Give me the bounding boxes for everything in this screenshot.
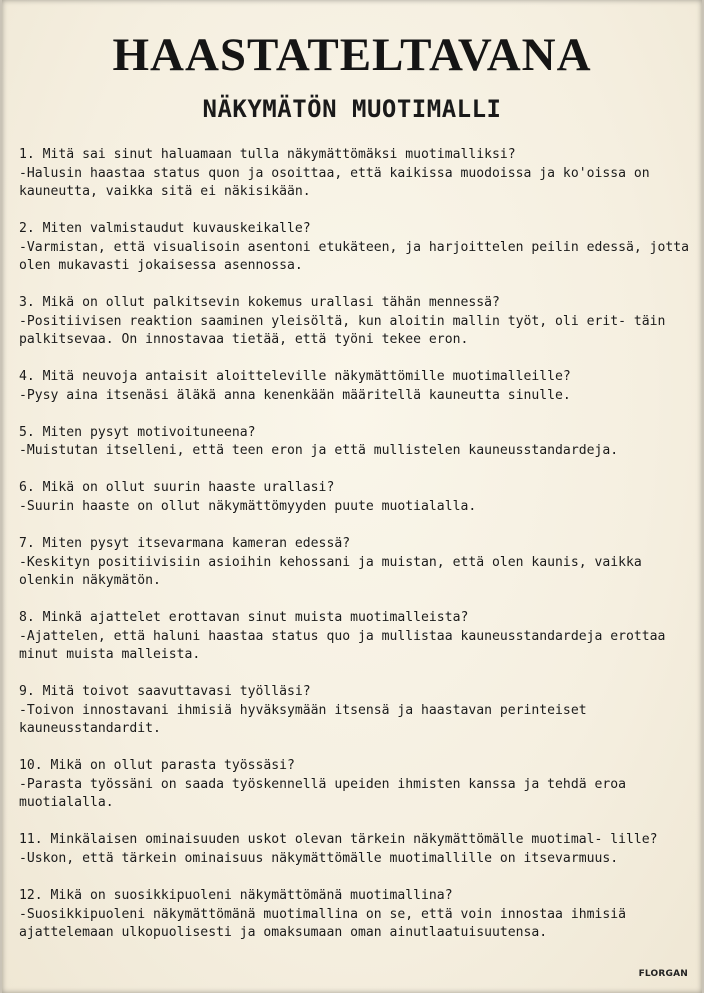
question-text: 8. Minkä ajattelet erottavan sinut muista muotimalleista?	[19, 610, 469, 626]
answer-text: -Halusin haastaa status quon ja osoittaa, että kaikissa muodoissa ja ko'oissa on kauneutta, vaikka sitä ei näkisikään.	[19, 165, 650, 199]
qa-item	[19, 757, 691, 813]
answer-text: -Varmistan, että visualisoin asentoni etukäteen, ja harjoittelen peilin edessä, jotta olen mukavasti jokaisessa asennossa.	[19, 239, 690, 274]
qa-item	[19, 368, 691, 405]
qa-item	[19, 146, 691, 202]
qa-item	[19, 609, 691, 665]
answer-text: -Uskon, että tärkein ominaisuus näkymättömälle muotimallille on itsevarmuus.	[19, 850, 619, 866]
answer-text: -Ajattelen, että haluni haastaa status quo ja mullistaa kauneusstandardeja erottaa minut muista malleista.	[19, 628, 666, 663]
qa-item	[19, 424, 691, 461]
question-text: 3. Mikä on ollut palkitsevin kokemus urallasi tähän mennessä?	[19, 295, 500, 311]
qa-item	[19, 220, 691, 276]
question-text: 4. Mitä neuvoja antaisit aloitteleville näkymättömille muotimalleille?	[19, 369, 571, 385]
qa-item	[19, 683, 691, 739]
question-text: 2. Miten valmistaudut kuvauskeikalle?	[19, 221, 311, 237]
qa-item	[19, 294, 691, 350]
document-title: HAASTATELTAVANA	[112, 29, 592, 81]
question-text: 6. Mikä on ollut suurin haaste urallasi?	[19, 480, 335, 496]
answer-text: -Suurin haaste on ollut näkymättömyyden puute muotialalla.	[19, 498, 477, 514]
answer-text: -Muistutan itselleni, että teen eron ja että mullistelen kauneusstandardeja.	[19, 443, 619, 459]
question-text: 10. Mikä on ollut parasta työssäsi?	[19, 758, 295, 774]
qa-item	[19, 831, 691, 868]
question-text: 7. Miten pysyt itsevarmana kameran edessä?	[19, 536, 351, 552]
qa-item	[19, 479, 691, 516]
qa-list	[19, 146, 691, 961]
document-subtitle: NÄKYMÄTÖN MUOTIMALLI	[202, 95, 502, 123]
question-text: 11. Minkälaisen ominaisuuden uskot olevan tärkein näkymättömälle muotimal- lille?	[19, 832, 658, 848]
answer-text: -Toivon innostavani ihmisiä hyväksymään itsensä ja haastavan perinteiset kauneusstandardit.	[19, 702, 587, 737]
answer-text: -Suosikkipuoleni näkymättömänä muotimallina on se, että voin innostaa ihmisiä ajattelemaan ulkopuolisesti ja omaksumaan oman ainutlaatuisuutensa.	[19, 906, 626, 941]
question-text: 5. Miten pysyt motivoituneena?	[19, 424, 256, 440]
answer-text: -Parasta työssäni on saada työskennellä upeiden ihmisten kanssa ja tehdä eroa muotialalla.	[19, 776, 626, 811]
qa-item	[19, 887, 691, 943]
qa-item	[19, 535, 691, 591]
question-text: 1. Mitä sai sinut haluamaan tulla näkymättömäksi muotimalliksi?	[19, 147, 516, 162]
question-text: 12. Mikä on suosikkipuoleni näkymättömänä muotimallina?	[19, 888, 453, 904]
answer-text: -Keskityn positiivisiin asioihin kehossani ja muistan, että olen kaunis, vaikka olenkin näkymätön.	[19, 554, 642, 589]
question-text: 9. Mitä toivot saavuttavasi työlläsi?	[19, 684, 311, 700]
answer-text: -Pysy aina itsenäsi äläkä anna kenenkään määritellä kauneutta sinulle.	[19, 387, 571, 403]
answer-text: -Positiivisen reaktion saaminen yleisöltä, kun aloitin mallin työt, oli erit- täin palkitsevaa. On innostavaa tietää, että työni tekee eron.	[19, 313, 666, 348]
artist-signature: FLORGAN	[638, 969, 688, 979]
